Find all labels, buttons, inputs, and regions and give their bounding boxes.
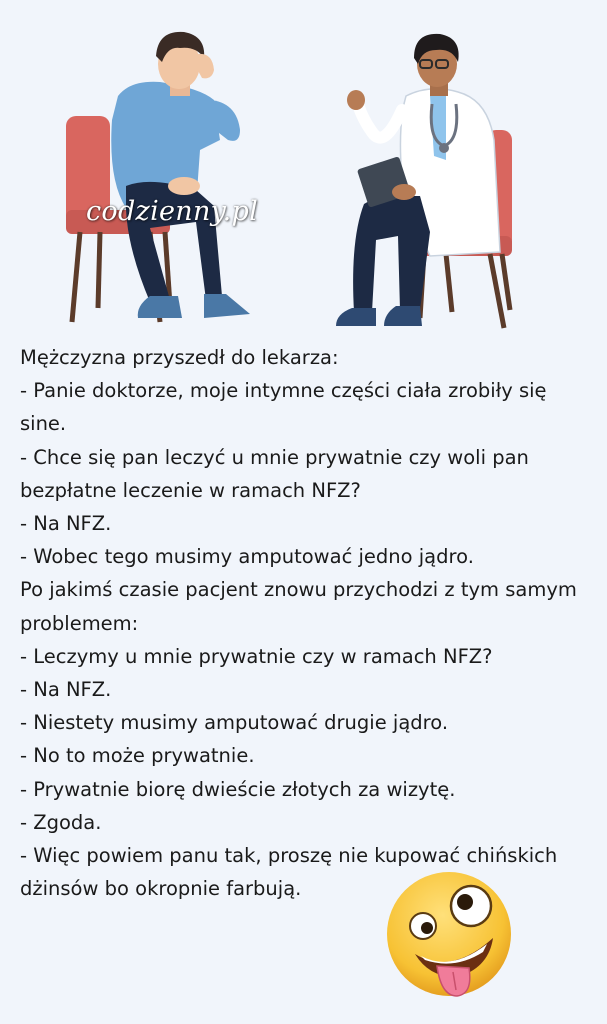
joke-line: problemem: — [20, 611, 139, 635]
joke-line: - Wobec tego musimy amputować jedno jądro. — [20, 545, 474, 569]
joke-line: - Panie doktorze, moje intymne części ciała zrobiły się — [20, 379, 547, 403]
joke-line: dżinsów bo okropnie farbują. — [20, 877, 302, 901]
joke-line: Mężczyzna przyszedł do lekarza: — [20, 346, 339, 369]
zany-face-emoji — [381, 868, 517, 1004]
joke-line: - No to może prywatnie. — [20, 744, 255, 768]
watermark-logo: codzienny.pl — [86, 196, 259, 227]
joke-line: - Zgoda. — [20, 810, 102, 834]
patient-figure — [111, 32, 250, 318]
joke-text — [20, 341, 595, 905]
patient-doctor-illustration — [0, 0, 607, 335]
joke-line: - Chce się pan leczyć u mnie prywatnie czy woli pan — [20, 445, 529, 469]
joke-line: Po jakimś czasie pacjent znowu przychodzi z tym samym — [20, 578, 577, 602]
joke-line: - Na NFZ. — [20, 678, 112, 702]
joke-line: - Więc powiem panu tak, proszę nie kupować chińskich — [20, 844, 558, 868]
joke-line: - Niestety musimy amputować drugie jądro. — [20, 711, 449, 735]
doctor-figure — [336, 34, 500, 326]
joke-line: bezpłatne leczenie w ramach NFZ? — [20, 478, 361, 502]
joke-line: sine. — [20, 412, 67, 436]
joke-line: - Prywatnie biorę dwieście złotych za wizytę. — [20, 777, 456, 801]
joke-line: - Leczymy u mnie prywatnie czy w ramach NFZ? — [20, 644, 493, 668]
joke-line: - Na NFZ. — [20, 512, 112, 536]
